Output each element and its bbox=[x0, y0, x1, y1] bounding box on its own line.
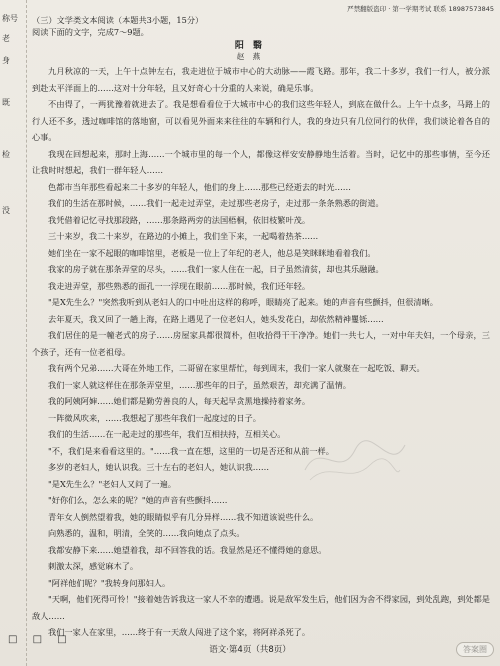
article-paragraph: 我凭借着记忆寻找那段路，……那条路两旁的法国梧桐，依旧枝繁叶茂。 bbox=[48, 214, 311, 225]
margin-note: 没 bbox=[2, 206, 10, 215]
section-heading: （三）文学类文本阅读（本题共3小题，15分） bbox=[32, 15, 204, 25]
section-instruction: 阅读下面的文字，完成7～9题。 bbox=[32, 27, 149, 37]
article-paragraph: 我们的生活在那时候，……我们一起走过弄堂，走过那些老房子，走过那一条条熟悉的街道。 bbox=[48, 198, 384, 208]
watermark-logo: 答案圈 bbox=[456, 642, 494, 657]
article-paragraph: 我的阿姨阿婶……她们都是勤劳善良的人，每天起早贪黑地操持着家务。 bbox=[48, 396, 311, 406]
article-paragraph: 我们一家人在家里，……终于有一天敌人闯进了这个家，将阿祥杀死了。 bbox=[48, 627, 311, 637]
article-paragraph: 我有两个兄弟……大哥在外地工作，二哥留在家里帮忙，每到周末，我们一家人就聚在一起吃饭、聊天。 bbox=[48, 363, 425, 373]
article-paragraph: 我都安静下来……她望着我，却不回答我的话。我显然是还不懂得她的意思。 bbox=[48, 544, 327, 555]
article-paragraph: 我现在回想起来，那时上海……一个城市里的每一个人，都像这样安安静静地生活着。当时，记忆中的那些事情，至今还让我时时想起，我们一群年轻人…… bbox=[32, 148, 490, 175]
article-paragraph: 三十来岁，我二十来岁，在路边的小摊上，我们坐下来，一起喝着热茶…… bbox=[48, 231, 319, 241]
article-paragraph: 向熟悉的，温和，明清，全笑的……我向她点了点头。 bbox=[48, 528, 245, 538]
margin-note: 既 bbox=[2, 98, 10, 107]
article-paragraph: 刺激太深，感觉麻木了。 bbox=[48, 561, 139, 571]
article-paragraph: 青年女人倒然望着我，她的眼睛似乎有几分异样……我不知道该说些什么。 bbox=[48, 511, 319, 522]
article-paragraph: 她们坐在一家不起眼的咖啡馆里，老板是一位上了年纪的老人，他总是笑眯眯地看着我们。 bbox=[48, 247, 376, 258]
article-paragraph: 不由得了，一两犹豫着就进去了。我是想看看位于大城市中心的我们这些年轻人，到底在做什么。上午十点多，马路上的行人还不多，透过咖啡馆的落地窗，可以看见外面来来往往的车辆和行人，我的身边只有几位同行的伙伴，我们谈论着各自的心事。 bbox=[32, 99, 490, 142]
margin-note: 称号 bbox=[2, 14, 18, 23]
pencil-scribble-mark bbox=[300, 430, 410, 490]
header-note: 严禁翻版盗印 · 第一学期考试 联系 18987573845 bbox=[347, 5, 494, 13]
margin-note: 身 bbox=[2, 56, 10, 65]
article-paragraph: "阿祥他们呢？"我转身问那妇人。 bbox=[48, 577, 171, 588]
page-number-footer: 语文·第4页（共8页） bbox=[209, 645, 291, 655]
article-paragraph: 九月秋凉的一天，上午十点钟左右，我走进位于城市中心的大动脉——霞飞路。那年，我二十多岁，我们一行人，被分派到赴太平洋面上的……这对十分年轻，且又好奇心十分重的人来说，确是乐事。 bbox=[32, 66, 490, 93]
section-heading-block bbox=[32, 14, 203, 38]
article-paragraph: 我们的生活……在一起走过的那些年，我们互相扶持，互相关心。 bbox=[48, 429, 286, 439]
article-title: 阳 翳 bbox=[234, 41, 266, 51]
article-paragraph: 多岁的老妇人，她认识我。三十左右的老妇人，她认识我…… bbox=[48, 462, 270, 472]
margin-note: 老 bbox=[2, 34, 10, 43]
article-paragraph: 去年夏天，我又回了一趟上海，在路上遇见了一位老妇人，她头发花白，却依然精神矍铄…… bbox=[48, 313, 384, 324]
margin-note: 检 bbox=[2, 150, 10, 159]
article-paragraph: 我家的房子就在那条弄堂的尽头，……我们一家人住在一起，日子虽然清贫，却也其乐融融。 bbox=[48, 264, 384, 274]
article-body bbox=[32, 63, 490, 638]
article-paragraph: "是X先生么？"突然我听到从老妇人的口中吐出这样的称呼，眼睛亮了起来。她的声音有些颤抖，但很清晰。 bbox=[48, 297, 438, 307]
article-paragraph: 我走进弄堂，那些熟悉的面孔一一浮现在眼前……那时候，我们还年轻。 bbox=[48, 280, 311, 291]
binding-margin bbox=[0, 0, 27, 666]
article-paragraph: "天啊，他们死得可怜！"接着她告诉我这一家人不幸的遭遇。说是敌军发生后，他们因为舍不得家园，到处乱跑，到处都是敌人…… bbox=[32, 594, 490, 621]
article-paragraph: "是X先生么？"老妇人又问了一遍。 bbox=[48, 478, 176, 489]
article-paragraph: "好你们么，怎么来的呢？"她的声音有些颤抖…… bbox=[48, 495, 228, 505]
corner-checkboxes: □ □ □ bbox=[8, 634, 73, 645]
article-paragraph: 我们一家人就这样住在那条弄堂里，……那些年的日子，虽然艰苦，却充满了温情。 bbox=[48, 379, 351, 390]
article-paragraph: 色都市当年那些看起来二十多岁的年轻人，他们的身上……那些已经逝去的时光…… bbox=[48, 181, 351, 192]
article-author: 赵 燕 bbox=[236, 52, 264, 61]
article-paragraph: "不，我们是来看看这里的。"……我一直在想，这里的一切是否还和从前一样。 bbox=[48, 445, 334, 456]
article-paragraph: 一阵微风吹来，……我想起了那些年我们一起度过的日子。 bbox=[48, 412, 261, 423]
article-paragraph: 我们居住的是一幢老式的房子……房屋家具都很简朴，但收拾得干干净净。她们一共七人，一对中年夫妇，一个母亲，三个孩子，还有一位老祖母。 bbox=[32, 330, 490, 357]
